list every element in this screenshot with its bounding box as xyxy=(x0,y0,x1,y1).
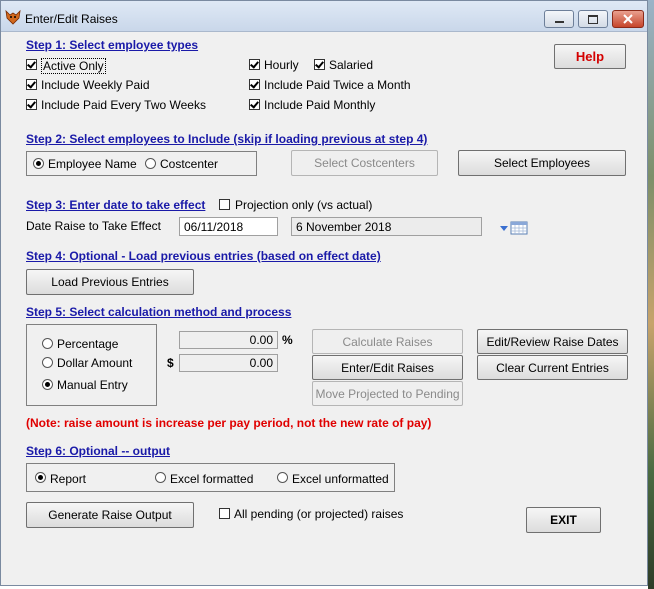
enter-edit-raises-button[interactable]: Enter/Edit Raises xyxy=(312,355,463,380)
excel-unformatted-label: Excel unformatted xyxy=(292,472,389,486)
dollar-amount-radio[interactable] xyxy=(42,357,53,368)
excel-formatted-radio[interactable] xyxy=(155,472,166,483)
desktop-background xyxy=(648,0,654,589)
percent-symbol: % xyxy=(282,333,293,347)
step4-heading: Step 4: Optional - Load previous entries (based on effect date) xyxy=(26,249,381,263)
load-previous-entries-button[interactable]: Load Previous Entries xyxy=(26,269,194,295)
exit-button[interactable]: EXIT xyxy=(526,507,601,533)
title-bar[interactable] xyxy=(1,1,647,32)
maximize-button[interactable] xyxy=(578,10,608,28)
edit-review-raise-dates-button[interactable]: Edit/Review Raise Dates xyxy=(477,329,628,354)
maximize-icon xyxy=(588,15,598,24)
salaried-label: Salaried xyxy=(329,58,374,72)
costcenter-label: Costcenter xyxy=(160,157,219,171)
manual-entry-label: Manual Entry xyxy=(57,378,128,392)
select-employees-button[interactable]: Select Employees xyxy=(458,150,626,176)
select-costcenters-button[interactable]: Select Costcenters xyxy=(291,150,438,176)
minimize-button[interactable] xyxy=(544,10,574,28)
report-radio[interactable] xyxy=(35,472,46,483)
weekly-paid-label: Include Weekly Paid xyxy=(41,78,150,92)
monthly-checkbox[interactable] xyxy=(249,99,260,110)
hourly-label: Hourly xyxy=(264,58,299,72)
effect-date-long-field: 6 November 2018 xyxy=(291,217,482,236)
dollar-amount-input[interactable]: 0.00 xyxy=(179,354,278,372)
calculate-raises-button[interactable]: Calculate Raises xyxy=(312,329,463,354)
calendar-icon[interactable] xyxy=(498,220,530,236)
twice-month-checkbox[interactable] xyxy=(249,79,260,90)
output-type-group xyxy=(26,463,395,492)
minimize-icon xyxy=(555,21,564,23)
report-label: Report xyxy=(50,472,87,486)
monthly-label: Include Paid Monthly xyxy=(264,98,376,112)
step3-heading: Step 3: Enter date to take effect xyxy=(26,198,206,212)
projection-only-checkbox[interactable] xyxy=(219,199,230,210)
move-projected-to-pending-button[interactable]: Move Projected to Pending xyxy=(312,381,463,406)
dollar-amount-label: Dollar Amount xyxy=(57,356,133,370)
calculation-method-group xyxy=(26,324,157,406)
excel-unformatted-radio[interactable] xyxy=(277,472,288,483)
close-button[interactable] xyxy=(612,10,644,28)
hourly-checkbox[interactable] xyxy=(249,59,260,70)
percentage-label: Percentage xyxy=(57,337,119,351)
step1-heading: Step 1: Select employee types xyxy=(26,38,199,52)
effect-date-input[interactable]: 06/11/2018 xyxy=(179,217,278,236)
close-icon xyxy=(623,14,633,24)
step5-heading: Step 5: Select calculation method and process xyxy=(26,305,292,319)
projection-only-label: Projection only (vs actual) xyxy=(235,198,373,212)
employee-name-label: Employee Name xyxy=(48,157,137,171)
percentage-input[interactable]: 0.00 xyxy=(179,331,278,349)
clear-current-entries-button[interactable]: Clear Current Entries xyxy=(477,355,628,380)
costcenter-radio[interactable] xyxy=(145,158,156,169)
percentage-radio[interactable] xyxy=(42,338,53,349)
window-title: Enter/Edit Raises xyxy=(25,12,118,26)
manual-entry-radio[interactable] xyxy=(42,379,53,390)
dollar-symbol: $ xyxy=(167,356,174,370)
twice-month-label: Include Paid Twice a Month xyxy=(264,78,411,92)
active-only-checkbox[interactable] xyxy=(26,59,37,70)
employee-selection-group xyxy=(26,151,257,176)
active-only-label: Active Only xyxy=(43,59,104,73)
salaried-checkbox[interactable] xyxy=(314,59,325,70)
fox-app-icon xyxy=(5,9,21,25)
generate-raise-output-button[interactable]: Generate Raise Output xyxy=(26,502,194,528)
every-two-weeks-checkbox[interactable] xyxy=(26,99,37,110)
date-effect-label: Date Raise to Take Effect xyxy=(26,219,161,233)
help-button[interactable]: Help xyxy=(554,44,626,69)
weekly-paid-checkbox[interactable] xyxy=(26,79,37,90)
all-pending-checkbox[interactable] xyxy=(219,508,230,519)
all-pending-label: All pending (or projected) raises xyxy=(234,507,404,521)
excel-formatted-label: Excel formatted xyxy=(170,472,254,486)
step6-heading: Step 6: Optional -- output xyxy=(26,444,170,458)
step2-heading: Step 2: Select employees to Include (skip if loading previous at step 4) xyxy=(26,132,428,146)
every-two-weeks-label: Include Paid Every Two Weeks xyxy=(41,98,206,112)
employee-name-radio[interactable] xyxy=(33,158,44,169)
raise-amount-note: (Note: raise amount is increase per pay period, not the new rate of pay) xyxy=(26,416,432,430)
